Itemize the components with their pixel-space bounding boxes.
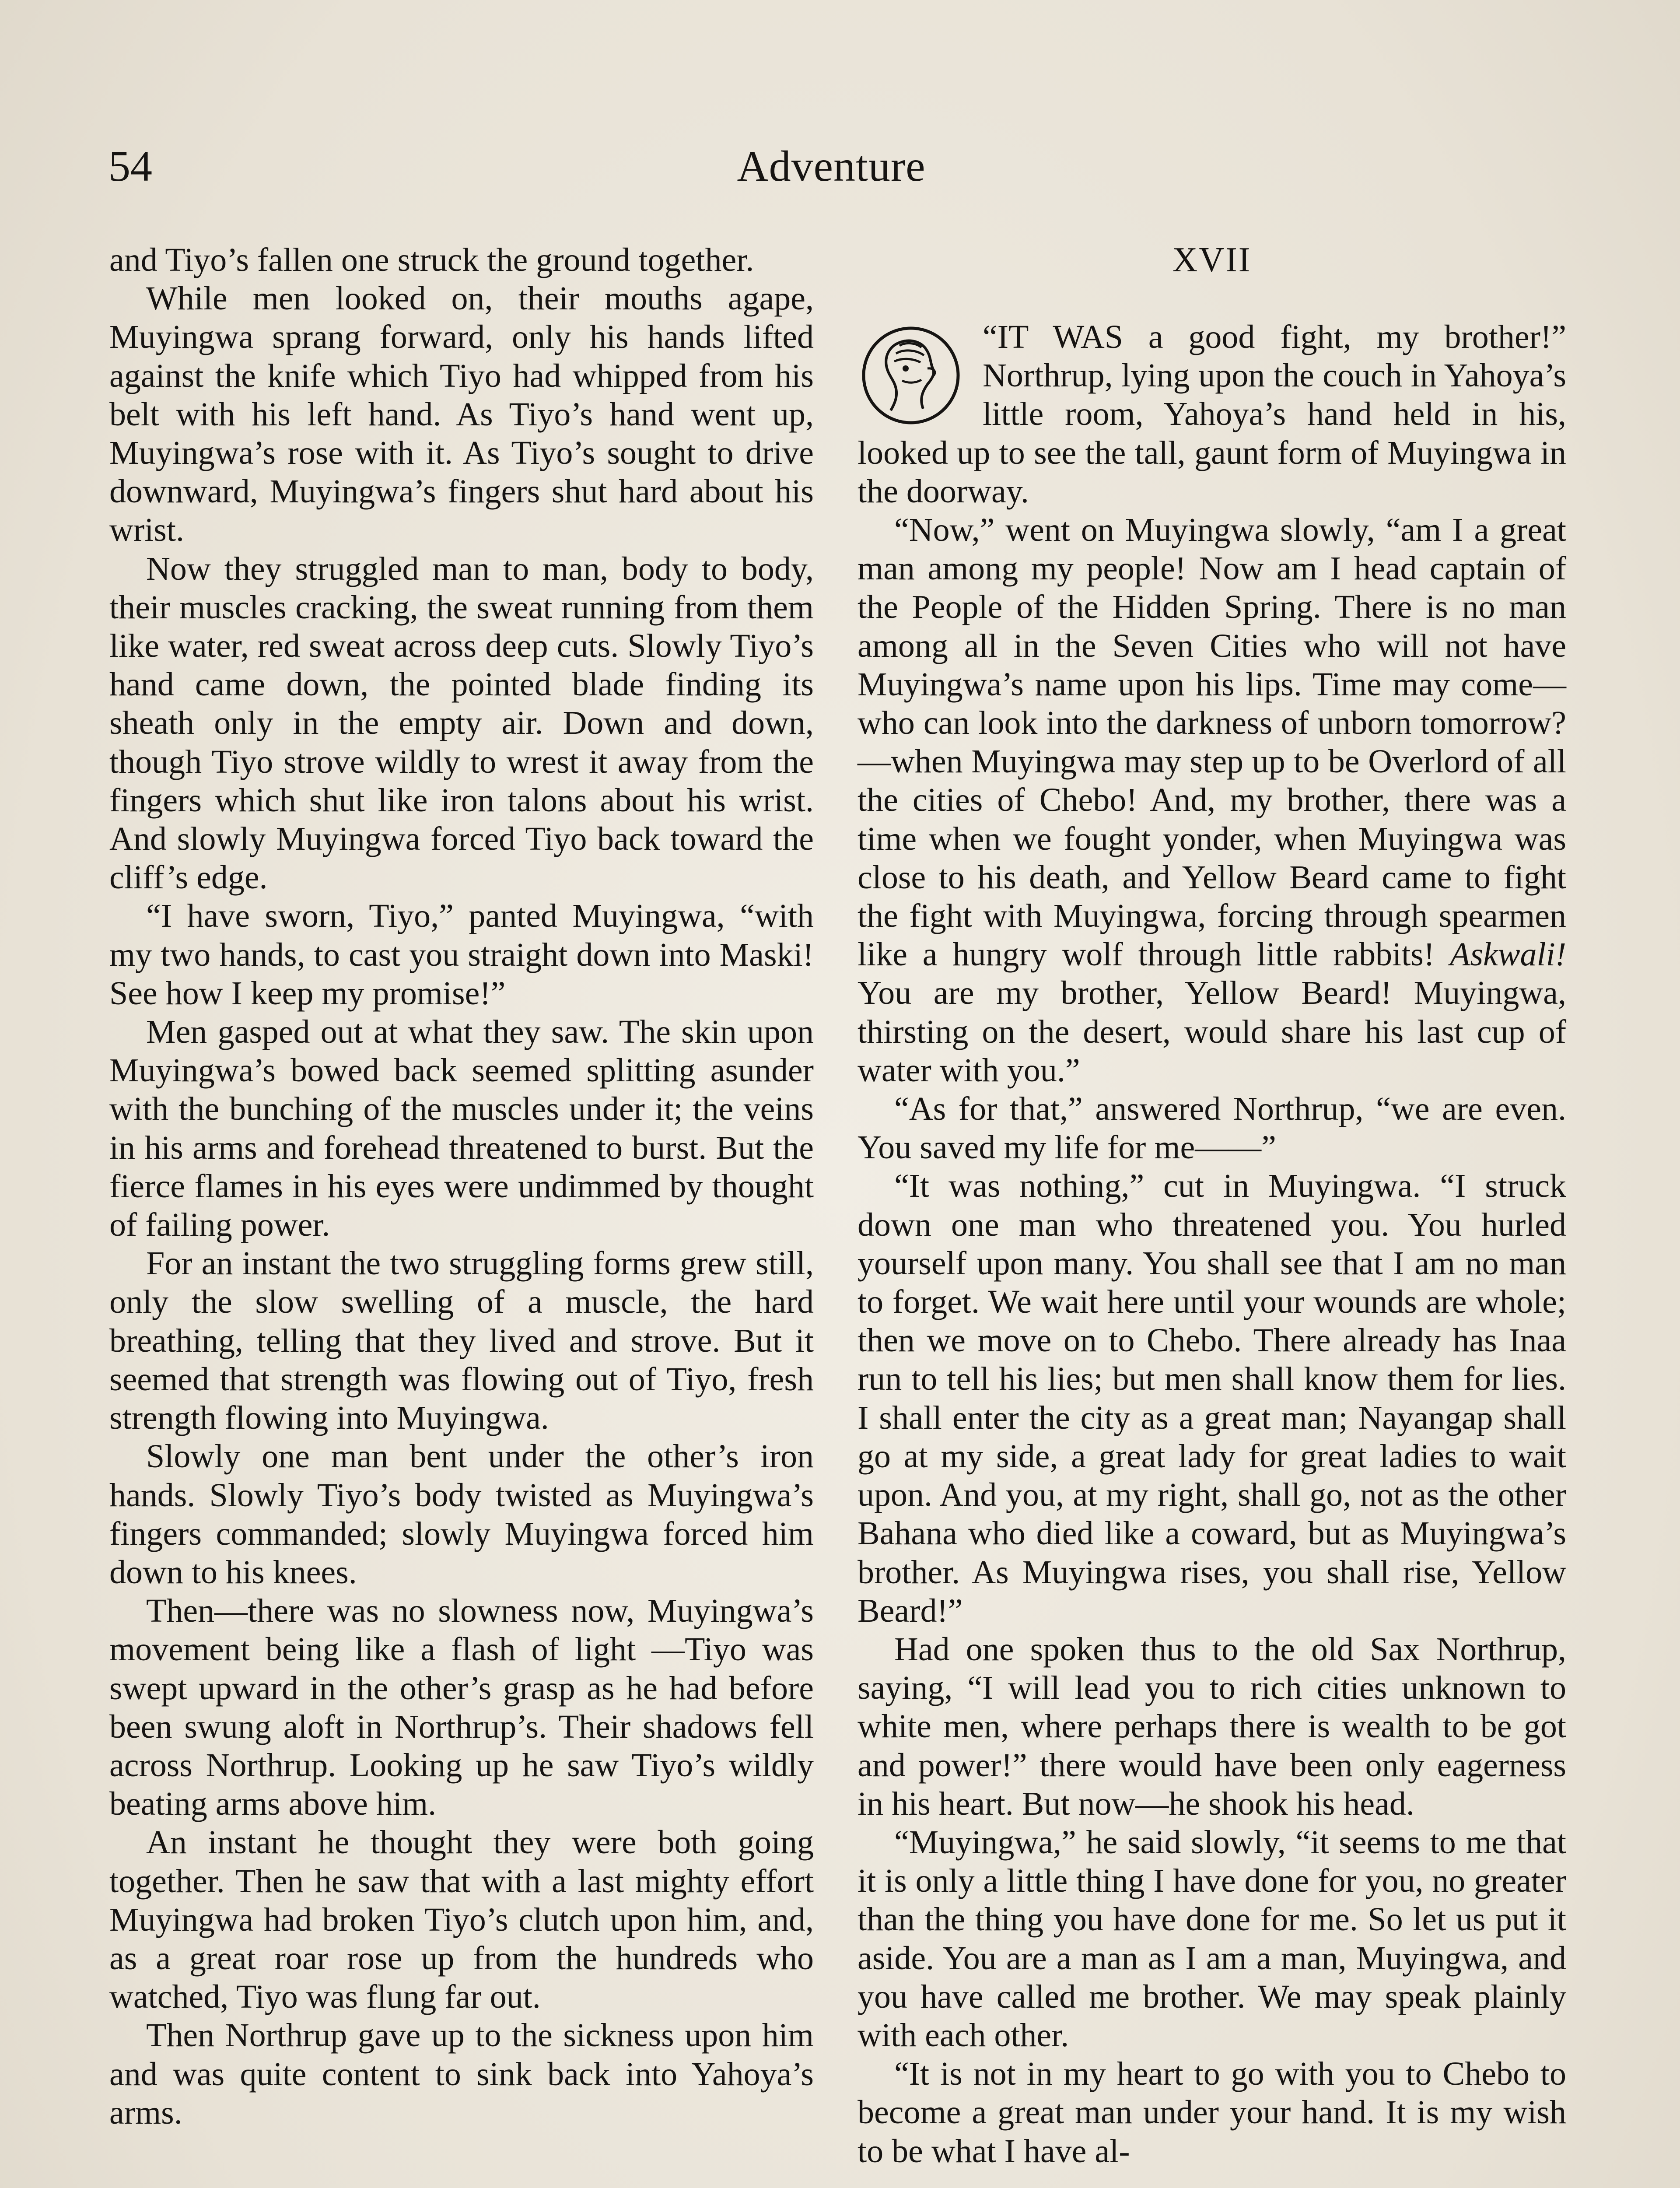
paragraph: Had one spoken thus to the old Sax Northrup, saying, “I will lead you to rich cities unknown to white men, where perhaps there is wealth to be got and power!” there would have been only eagerness in his heart. But now—he shook his head. <box>858 1630 1566 1822</box>
paragraph-text: “Now,” went on Muyingwa slowly, “am I a great man among my people! Now am I head captain of the People of the Hidden Spring. There is no man among all in the Seven Cities who will not have Muyingwa’s name upon his lips. Time may come— who can look into the darkness of unborn tomorrow?—when Muyingwa may step up to be Overlord of all the cities of Chebo! And, my brother, there was a time when we fought yonder, when Muyingwa was close to his death, and Yellow Beard came to fight the fight with Muyingwa, forcing through spearmen like a hungry wolf through little rabbits! <box>858 512 1566 973</box>
portrait-head-icon <box>858 323 967 428</box>
page-number: 54 <box>108 142 152 190</box>
paragraph <box>858 511 1566 1090</box>
running-head-title: Adventure <box>737 142 926 190</box>
paragraph: “It is not in my heart to go with you to Chebo to become a great man under your hand. It is my wish to be what I have al- <box>858 2055 1566 2170</box>
paragraph: “IT WAS a good fight, my brother!” Northrup, lying upon the couch in Yahoya’s little room, Yahoya’s hand held in his, looked up to see the tall, gaunt form of Muyingwa in the doorway. <box>858 319 1566 510</box>
paragraph: and Tiyo’s fallen one struck the ground together. <box>109 242 754 278</box>
chapter-heading: XVII <box>1172 241 1252 279</box>
paragraph: “Muyingwa,” he said slowly, “it seems to me that it is only a little thing I have done for you, no greater than the thing you have done for me. So let us put it aside. You are a man as I am a man, Muyingwa, and you have called me brother. We may speak plainly with each other. <box>858 1823 1566 2054</box>
paragraph: “It was nothing,” cut in Muyingwa. “I struck down one man who threatened you. You hurled yourself upon many. You shall see that I am no man to forget. We wait here until your wounds are whole; then we move on to Chebo. There already has Inaa run to tell his lies; but men shall know them for lies. I shall enter the city as a great man; Nayangap shall go at my side, a great lady for great ladies to wait upon. And you, at my right, shall go, not as the other Bahana who died like a coward, but as Muyingwa’s brother. As Muyingwa rises, you shall rise, Yellow Beard!” <box>858 1168 1566 1629</box>
paragraph: While men looked on, their mouths agape, Muyingwa sprang forward, only his hands lifted against the knife which Tiyo had whipped from his belt with his left hand. As Tiyo’s hand went up, Muyingwa’s rose with it. As Tiyo’s sought to drive downward, Muyingwa’s fingers shut hard about his wrist. <box>109 280 814 549</box>
paragraph: Slowly one man bent under the other’s iron hands. Slowly Tiyo’s body twisted as Muyingwa’s fingers commanded; slowly Muyingwa forced him down to his knees. <box>109 1438 814 1591</box>
paragraph: “As for that,” answered Northrup, “we are even. You saved my life for me——” <box>858 1090 1566 1166</box>
left-column <box>109 241 814 2132</box>
paragraph: Now they struggled man to man, body to body, their muscles cracking, the sweat running from them like water, red sweat across deep cuts. Slowly Tiyo’s hand came down, the pointed blade finding its sheath only in the empty air. Down and down, though Tiyo strove wildly to wrest it away from the fingers which shut like iron talons about his wrist. And slowly Muyingwa forced Tiyo back toward the cliff’s edge. <box>109 550 814 896</box>
paragraph: Men gasped out at what they saw. The skin upon Muyingwa’s bowed back seemed splitting asunder with the bunching of the muscles under it; the veins in his arms and forehead threatened to burst. But the fierce flames in his eyes were undimmed by thought of failing power. <box>109 1013 814 1244</box>
paragraph: An instant he thought they were both going together. Then he saw that with a last mighty effort Muyingwa had broken Tiyo’s clutch upon him, and, as a great roar rose up from the hundreds who watched, Tiyo was flung far out. <box>109 1824 814 2016</box>
italic-word: Askwali! <box>1450 936 1567 973</box>
paragraph: For an instant the two struggling forms grew still, only the slow swelling of a muscle, the hard breathing, telling that they lived and strove. But it seemed that strength was flowing out of Tiyo, fresh strength flowing into Muyingwa. <box>109 1245 814 1437</box>
paragraph: “I have sworn, Tiyo,” panted Muyingwa, “with my two hands, to cast you straight down into Maski! See how I keep my promise!” <box>109 898 814 1012</box>
paragraph-text: You are my brother, Yellow Beard! Muyingwa, thirsting on the desert, would share his last cup of water with you.” <box>858 975 1566 1089</box>
paragraph: Then Northrup gave up to the sickness upon him and was quite content to sink back into Yahoya’s arms. <box>109 2017 814 2131</box>
right-column <box>858 241 1566 2170</box>
paragraph: Then—there was no slowness now, Muyingwa’s movement being like a flash of light —Tiyo was swept upward in the other’s grasp as he had before been swung aloft in Northrup’s. Their shadows fell across Northrup. Looking up he saw Tiyo’s wildly beating arms above him. <box>109 1592 814 1823</box>
